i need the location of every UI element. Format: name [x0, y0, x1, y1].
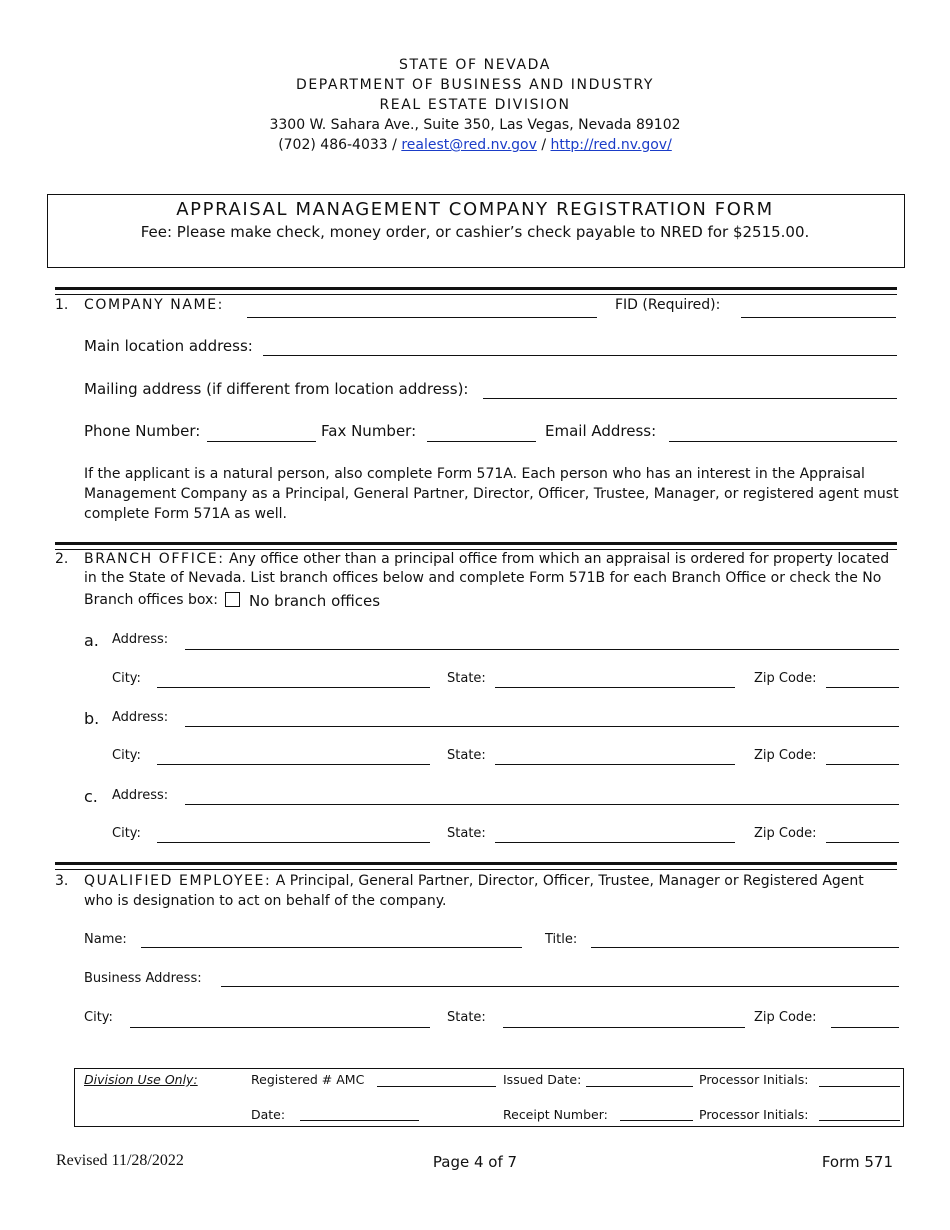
branch-c-state-field[interactable]	[495, 842, 735, 843]
employee-zip-field[interactable]	[831, 1027, 899, 1028]
branch-a-address-label: Address:	[112, 632, 169, 647]
receipt-number-label: Receipt Number:	[503, 1107, 608, 1122]
branch-c-city-label: City:	[112, 826, 141, 841]
branch-a-state-label: State:	[447, 671, 486, 686]
section-2-number: 2.	[55, 551, 69, 567]
business-address-field[interactable]	[221, 986, 899, 987]
employee-title-field[interactable]	[591, 947, 899, 948]
branch-c-city-field[interactable]	[157, 842, 430, 843]
branch-c-zip-field[interactable]	[826, 842, 899, 843]
phone-label: Phone Number:	[84, 422, 201, 440]
employee-zip-label: Zip Code:	[754, 1010, 817, 1025]
company-name-field[interactable]	[247, 317, 597, 318]
section-2-text-line3: Branch offices box:	[84, 592, 219, 608]
section-2-text-line1	[84, 551, 889, 567]
branch-b-state-field[interactable]	[495, 764, 735, 765]
division-use-label: Division Use Only:	[84, 1072, 198, 1087]
main-location-field[interactable]	[263, 355, 897, 356]
branch-a-state-field[interactable]	[495, 687, 735, 688]
employee-name-field[interactable]	[141, 947, 522, 948]
section-3-divider	[55, 862, 897, 870]
branch-a-city-field[interactable]	[157, 687, 430, 688]
date-label: Date:	[251, 1107, 286, 1122]
branch-b-city-label: City:	[112, 748, 141, 763]
header-phone: (702) 486-4033 /	[278, 137, 402, 153]
employee-state-field[interactable]	[503, 1027, 745, 1028]
section-3-number: 3.	[55, 873, 69, 889]
branch-b-city-field[interactable]	[157, 764, 430, 765]
issued-date-label: Issued Date:	[503, 1072, 582, 1087]
branch-office-heading: BRANCH OFFICE:	[84, 551, 225, 567]
branch-c-letter: c.	[84, 787, 98, 806]
processor-initials-label-2: Processor Initials:	[699, 1107, 809, 1122]
header-division: REAL ESTATE DIVISION	[379, 97, 571, 113]
employee-name-label: Name:	[84, 932, 127, 947]
branch-office-text-1: Any office other than a principal office from which an appraisal is ordered for property located	[229, 551, 890, 567]
email-field[interactable]	[669, 441, 897, 442]
mailing-address-label: Mailing address (if different from location address):	[84, 380, 469, 398]
section-2-divider	[55, 542, 897, 550]
registered-amc-label: Registered # AMC	[251, 1072, 365, 1087]
footer-revised: Revised 11/28/2022	[56, 1152, 184, 1169]
header-contact	[0, 135, 950, 155]
date-field[interactable]	[300, 1120, 419, 1121]
header-address: 3300 W. Sahara Ave., Suite 350, Las Vegas, Nevada 89102	[269, 117, 681, 133]
processor-initials-field-2[interactable]	[819, 1120, 900, 1121]
section-1-divider	[55, 287, 897, 295]
branch-a-letter: a.	[84, 631, 99, 650]
issued-date-field[interactable]	[586, 1086, 693, 1087]
registered-amc-field[interactable]	[377, 1086, 496, 1087]
fax-label: Fax Number:	[321, 422, 417, 440]
branch-c-zip-label: Zip Code:	[754, 826, 817, 841]
qualified-employee-text-1: A Principal, General Partner, Director, Officer, Trustee, Manager or Registered Agent	[275, 873, 864, 889]
business-address-label: Business Address:	[84, 971, 202, 986]
section-1-number: 1.	[55, 297, 69, 313]
branch-c-state-label: State:	[447, 826, 486, 841]
header-email-link[interactable]: realest@red.nv.gov	[401, 137, 537, 153]
mailing-address-field[interactable]	[483, 398, 897, 399]
employee-city-label: City:	[84, 1010, 113, 1025]
header-department: DEPARTMENT OF BUSINESS AND INDUSTRY	[295, 77, 655, 93]
phone-field[interactable]	[207, 441, 316, 442]
processor-initials-label-1: Processor Initials:	[699, 1072, 809, 1087]
branch-a-city-label: City:	[112, 671, 141, 686]
receipt-number-field[interactable]	[620, 1120, 693, 1121]
no-branch-offices-checkbox[interactable]	[225, 592, 240, 607]
email-label: Email Address:	[545, 422, 657, 440]
header-separator: /	[536, 137, 551, 153]
branch-c-address-label: Address:	[112, 788, 169, 803]
main-location-label: Main location address:	[84, 337, 253, 355]
branch-c-address-field[interactable]	[185, 804, 899, 805]
branch-a-address-field[interactable]	[185, 649, 899, 650]
section-2-text-line2: in the State of Nevada. List branch offices below and complete Form 571B for each Branch Office or check the No	[84, 570, 882, 586]
header-state: STATE OF NEVADA	[399, 57, 551, 73]
branch-a-zip-field[interactable]	[826, 687, 899, 688]
branch-b-zip-label: Zip Code:	[754, 748, 817, 763]
employee-city-field[interactable]	[130, 1027, 430, 1028]
fax-field[interactable]	[427, 441, 536, 442]
form-title: APPRAISAL MANAGEMENT COMPANY REGISTRATION FORM	[176, 199, 774, 220]
footer-page-number: Page 4 of 7	[432, 1153, 518, 1171]
branch-b-address-label: Address:	[112, 710, 169, 725]
no-branch-offices-label: No branch offices	[249, 592, 381, 610]
section-3-text-line2: who is designation to act on behalf of the company.	[84, 893, 447, 909]
branch-b-letter: b.	[84, 709, 100, 728]
branch-b-zip-field[interactable]	[826, 764, 899, 765]
employee-title-label: Title:	[545, 932, 578, 947]
branch-b-address-field[interactable]	[185, 726, 899, 727]
processor-initials-field-1[interactable]	[819, 1086, 900, 1087]
fee-line: Fee: Please make check, money order, or cashier’s check payable to NRED for $2515.00.	[140, 223, 810, 241]
employee-state-label: State:	[447, 1010, 486, 1025]
section-1-note: If the applicant is a natural person, also complete Form 571A. Each person who has an interest in the Appraisal Management Company as a Principal, General Partner, Director, Officer, Trustee, Manager, or registered agent must complete Form 571A as well.	[84, 466, 899, 522]
fid-label: FID (Required):	[615, 297, 721, 313]
fid-field[interactable]	[741, 317, 896, 318]
branch-b-state-label: State:	[447, 748, 486, 763]
qualified-employee-heading: QUALIFIED EMPLOYEE:	[84, 873, 272, 889]
header-website-link[interactable]: http://red.nv.gov/	[550, 137, 672, 153]
footer-form-number: Form 571	[821, 1153, 893, 1171]
section-3-text-line1	[84, 873, 864, 889]
branch-a-zip-label: Zip Code:	[754, 671, 817, 686]
company-name-label: COMPANY NAME:	[84, 297, 224, 313]
